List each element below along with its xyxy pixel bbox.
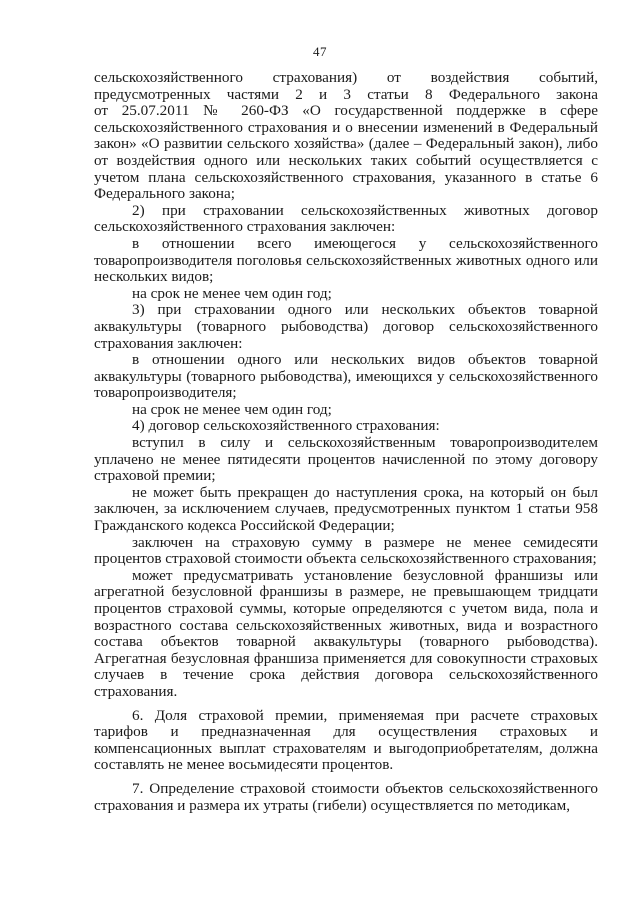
text-line: товаропроизводителя поголовья сельскохозяйственных животных одного или <box>94 251 598 269</box>
paragraph <box>94 70 598 203</box>
paragraph <box>94 236 598 286</box>
document-body <box>94 70 598 814</box>
text-line: сельскохозяйственного страхования) от воздействия событий, <box>94 69 598 86</box>
text-line: страхования. <box>94 682 178 700</box>
text-line: аквакультуры (товарного рыбоводства), имеющихся у сельскохозяйственного <box>94 367 598 385</box>
paragraph <box>94 485 598 535</box>
text-line: может предусматривать установление безусловной франшизы или <box>132 566 598 584</box>
text-line: от воздействия одного или нескольких таких событий осуществляется с <box>94 151 598 169</box>
text-line: предусмотренных частями 2 и 3 статьи 8 Федерального закона <box>94 85 598 103</box>
text-line: закон» «О развитии сельского хозяйства» (далее – Федеральный закон), либо <box>94 135 598 153</box>
paragraph <box>94 203 598 236</box>
paragraph <box>94 402 598 419</box>
text-line: заключен на страховую сумму в размере не менее семидесяти <box>132 533 598 551</box>
text-line: 3) при страховании одного или нескольких объектов товарной <box>132 301 598 319</box>
paragraph <box>94 708 598 774</box>
paragraph <box>94 435 598 485</box>
text-line: аквакультуры (товарного рыбоводства) договор сельскохозяйственного <box>94 317 598 335</box>
text-line: на срок не менее чем один год; <box>132 400 332 418</box>
page-number: 47 <box>313 44 327 59</box>
text-line: 4) договор сельскохозяйственного страхования: <box>132 417 440 435</box>
paragraph <box>94 418 598 435</box>
text-line: от 25.07.2011 № 260-ФЗ «О государственной поддержке в сфере <box>94 102 598 120</box>
text-line: в отношении одного или нескольких видов объектов товарной <box>132 351 598 369</box>
text-line: 2) при страховании сельскохозяйственных животных договор <box>132 201 598 219</box>
text-line: не может быть прекращен до наступления срока, на который он был <box>132 483 598 501</box>
text-line: возрастного состава сельскохозяйственных животных, вида и возрастного <box>94 616 598 634</box>
text-line: составлять не менее восьмидесяти процентов. <box>94 756 394 774</box>
paragraph <box>94 286 598 303</box>
text-line: сельскохозяйственного страхования заключен: <box>94 218 396 236</box>
text-line: сельскохозяйственного страхования и о внесении изменений в Федеральный <box>94 118 598 136</box>
text-line: компенсационных выплат страхователям и выгодоприобретателям, должна <box>94 739 598 757</box>
text-line: страховой премии; <box>94 467 216 485</box>
text-line: 6. Доля страховой премии, применяемая при расчете страховых <box>132 706 598 724</box>
text-line: случаев в течение срока действия договора сельскохозяйственного <box>94 666 598 684</box>
paragraph <box>94 568 598 701</box>
text-line: Агрегатная безусловная франшиза применяется для совокупности страховых <box>94 649 598 667</box>
text-line: процентов страховой суммы, которые определяются с учетом вида, пола и <box>94 600 598 617</box>
text-line: тарифов и предназначенная для осуществления страховых и <box>94 723 598 741</box>
text-line: 7. Определение страховой стоимости объектов сельскохозяйственного <box>132 779 598 797</box>
text-line: процентов страховой стоимости объекта сельскохозяйственного страхования; <box>94 550 597 568</box>
paragraph <box>94 352 598 402</box>
text-line: состава объектов товарной аквакультуры (товарного рыбоводства). <box>94 633 598 651</box>
text-line: на срок не менее чем один год; <box>132 284 332 302</box>
text-line: заключен, за исключением случаев, предусмотренных пунктом 1 статьи 958 <box>94 500 598 518</box>
text-line: страхования и размера их утраты (гибели) осуществляется по методикам, <box>94 796 571 814</box>
text-line: агрегатной безусловной франшизы в размере, не превышающем тридцати <box>94 583 598 601</box>
text-line: Федерального закона; <box>94 185 235 203</box>
text-line: нескольких видов; <box>94 268 214 286</box>
paragraph <box>94 535 598 568</box>
paragraph <box>94 781 598 814</box>
paragraph <box>94 302 598 352</box>
text-line: в отношении всего имеющегося у сельскохозяйственного <box>132 234 598 252</box>
text-line: уплачено не менее пятидесяти процентов начисленной по этому договору <box>94 450 598 468</box>
text-line: учетом плана сельскохозяйственного страхования, указанного в статье 6 <box>94 168 598 186</box>
text-line: товаропроизводителя; <box>94 384 237 402</box>
text-line: вступил в силу и сельскохозяйственным товаропроизводителем <box>132 434 598 452</box>
text-line: Гражданского кодекса Российской Федерации; <box>94 517 395 535</box>
text-line: страхования заключен: <box>94 334 243 352</box>
